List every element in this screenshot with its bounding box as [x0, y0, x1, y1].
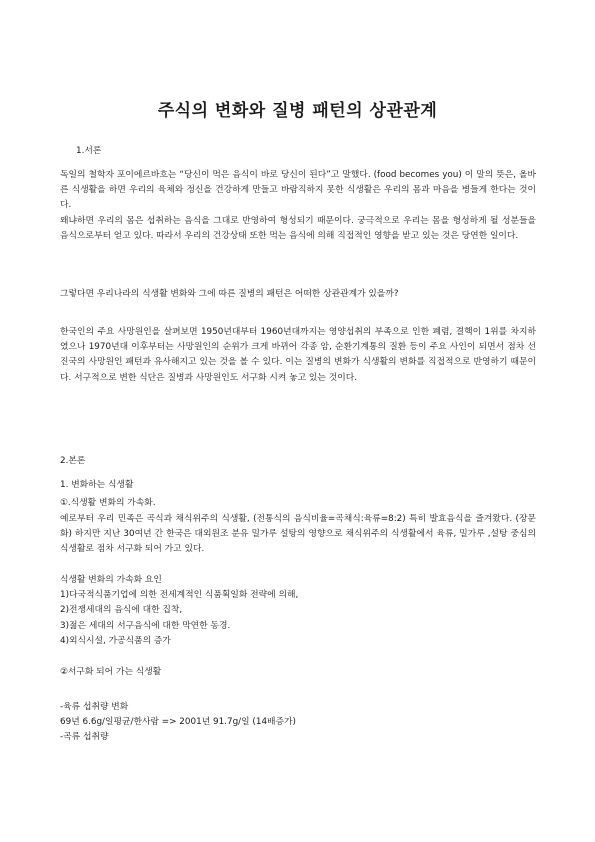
factor-item: 4)외식시설, 가공식품의 증가 — [60, 635, 171, 646]
intro-paragraph-4: 한국인의 주요 사망원인을 살펴보면 1950년대부터 1960년대까지는 영양섭취의 부족으로 인한 폐렴, 결핵이 1위를 차지하였으나 1970년대 이후부터는 사망원인의 순위가 크게 바뀌어 각종 암, 순환기계통의 질환 등이 주요 사인이 되면서 점차 선진국의 사망원인 패턴과 유사해지고 있는 것을 볼 수 있다. 이는 질병의 변화가 식생활의 변화를 직접적으로 반영하기 때문이다. 서구적으로 변한 식단은 질병과 사망원인도 서구화 시켜 놓고 있는 것이다. — [60, 327, 536, 383]
meat-intake-heading: -육류 섭취량 변화 — [60, 702, 129, 712]
intro-paragraph-3: 그렇다면 우리나라의 식생활 변화와 그에 따른 질병의 패턴은 어떠한 상관관계가 있을까? — [60, 289, 399, 299]
factors-heading: 식생활 변화의 가속화 요인 — [60, 575, 162, 585]
intro-heading: 1.서론 — [76, 146, 102, 156]
meat-intake-line: 69년 6.6g/일평균/한사람 => 2001년 91.7g/일 (14배증가) — [60, 717, 296, 728]
factor-item: 3)젊은 세대의 서구음식에 대한 막연한 동경. — [60, 620, 231, 631]
section-1b-heading: ②서구화 되어 가는 식생활 — [60, 667, 162, 677]
intro-paragraph-1-2 — [60, 168, 536, 244]
acceleration-factors — [60, 573, 536, 649]
factor-item: 2)전쟁세대의 음식에 대한 집착, — [60, 605, 183, 616]
intro-paragraph-1: 독일의 철학자 포이에르바흐는 “당신이 먹은 음식이 바로 당신이 된다”고 말했다. (food becomes you) 이 말의 뜻은, 올바른 식생활을 하면 우리의 육체와 정신을 건강하게 만들고 바람직하지 못한 식생활은 우리의 몸과 마음을 병들게 한다는 것이다. — [60, 170, 536, 211]
intro-paragraph-2: 왜냐하면 우리의 몸은 섭취하는 음식을 그대로 반영하여 형성되기 때문이다. 궁극적으로 우리는 몸을 형성하게 될 성분들을 음식으로부터 얻고 있다. 따라서 우리의 건강상태 또한 먹는 음식에 의해 직접적인 영향을 받고 있는 것은 당연한 일이다. — [60, 215, 536, 241]
section-1a-heading: ①.식생활 변화의 가속화. — [60, 498, 156, 508]
section-1a-paragraph: 예로부터 우리 민족은 곡식과 채식위주의 식생활, (전통식의 음식비율=곡채식:육류=8:2) 특히 발효음식을 즐겨왔다. (장문화) 하지만 지난 30여년 간 한국은 대외원조 분유 밀가루 설탕의 영향으로 채식위주의 식생활에서 육류, 밀가루 ,설탕 중심의 식생활로 점차 서구화 되어 가고 있다. — [60, 514, 536, 555]
intake-changes — [60, 700, 536, 746]
body-heading: 2.본론 — [60, 456, 86, 466]
document-title: 주식의 변화와 질병 패턴의 상관관계 — [157, 101, 438, 121]
factor-item: 1)다국적식품기업에 의한 전세계적인 식품획일화 전략에 의해, — [60, 590, 299, 601]
grain-intake-heading: -곡류 섭취량 — [60, 732, 109, 743]
section-1-heading: 1. 변화하는 식생활 — [60, 480, 134, 490]
